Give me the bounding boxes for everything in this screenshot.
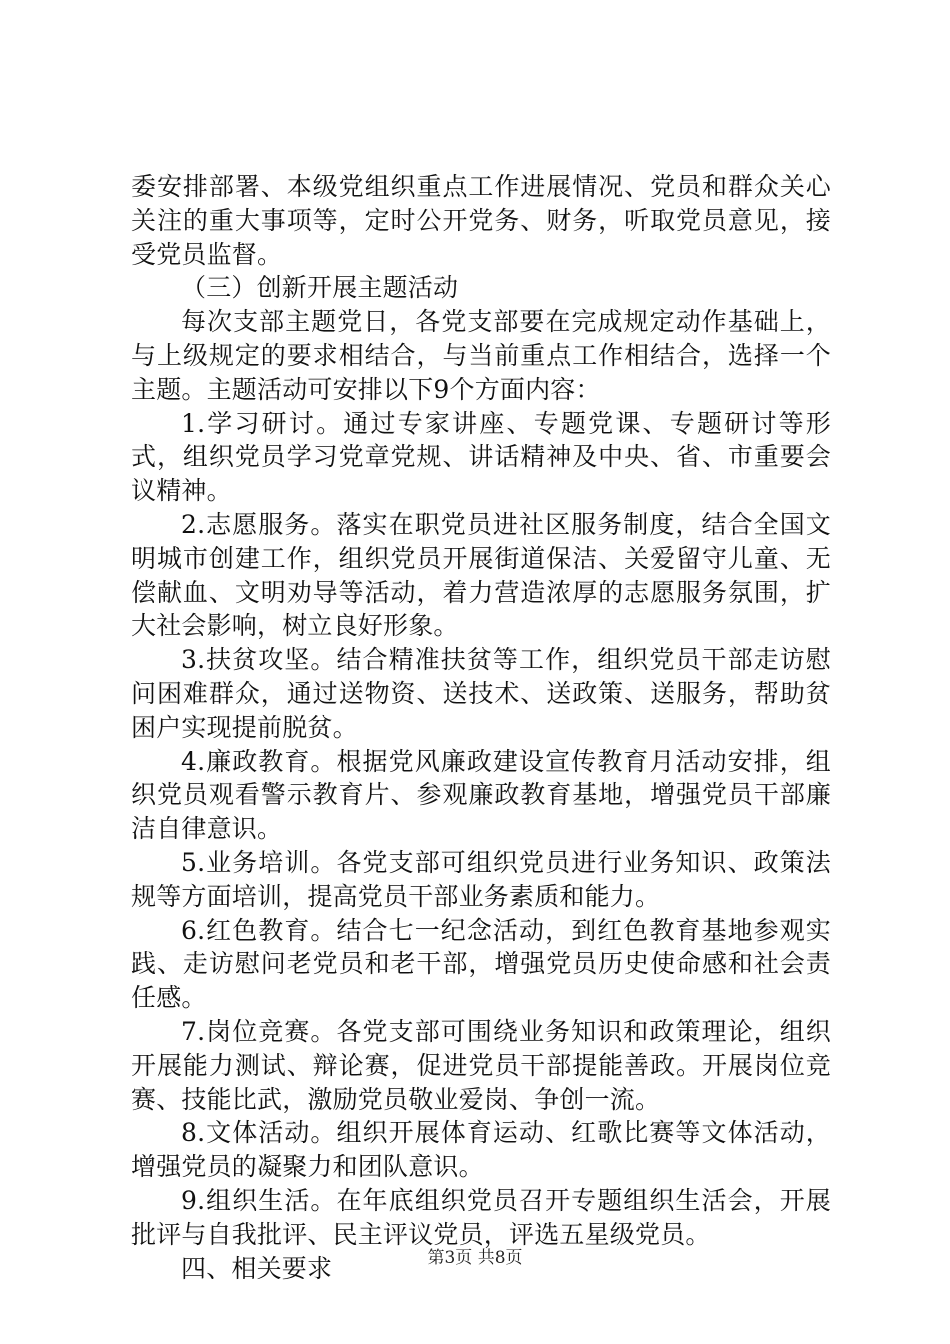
list-item-2: 2.志愿服务。落实在职党员进社区服务制度，结合全国文明城市创建工作，组织党员开展街道保洁、关爱留守儿童、无偿献血、文明劝导等活动，着力营造浓厚的志愿服务氛围，扩大社会影响，树立良好形象。 bbox=[131, 509, 831, 641]
paragraph-intro: 每次支部主题党日，各党支部要在完成规定动作基础上，与上级规定的要求相结合，与当前重点工作相结合，选择一个主题。主题活动可安排以下9个方面内容： bbox=[131, 307, 831, 404]
list-item-3: 3.扶贫攻坚。结合精准扶贫等工作，组织党员干部走访慰问困难群众，通过送物资、送技术、送政策、送服务，帮助贫困户实现提前脱贫。 bbox=[131, 645, 831, 742]
list-item-5: 5.业务培训。各党支部可组织党员进行业务知识、政策法规等方面培训，提高党员干部业务素质和能力。 bbox=[131, 847, 831, 911]
list-item-4: 4.廉政教育。根据党风廉政建设宣传教育月活动安排，组织党员观看警示教育片、参观廉政教育基地，增强党员干部廉洁自律意识。 bbox=[131, 746, 831, 844]
list-item-6: 6.红色教育。结合七一纪念活动，到红色教育基地参观实践、走访慰问老党员和老干部，增强党员历史使命感和社会责任感。 bbox=[131, 915, 831, 1013]
section-heading-3: （三）创新开展主题活动 bbox=[181, 273, 459, 303]
list-item-1: 1.学习研讨。通过专家讲座、专题党课、专题研讨等形式，组织党员学习党章党规、讲话精神及中央、省、市重要会议精神。 bbox=[131, 408, 831, 506]
list-item-7: 7.岗位竞赛。各党支部可围绕业务知识和政策理论，组织开展能力测试、辩论赛，促进党员干部提能善政。开展岗位竞赛、技能比武，激励党员敬业爱岗、争创一流。 bbox=[131, 1016, 831, 1114]
paragraph-continuation: 委安排部署、本级党组织重点工作进展情况、党员和群众关心关注的重大事项等，定时公开党务、财务，听取党员意见，接受党员监督。 bbox=[131, 172, 831, 269]
document-body bbox=[131, 170, 831, 1285]
list-item-8: 8.文体活动。组织开展体育运动、红歌比赛等文体活动，增强党员的凝聚力和团队意识。 bbox=[131, 1118, 831, 1182]
page-number-footer: 第3页 共8页 bbox=[427, 1248, 523, 1268]
section-heading-4: 四、相关要求 bbox=[181, 1253, 333, 1283]
list-item-9: 9.组织生活。在年底组织党员召开专题组织生活会，开展批评与自我批评、民主评议党员，评选五星级党员。 bbox=[131, 1185, 831, 1249]
